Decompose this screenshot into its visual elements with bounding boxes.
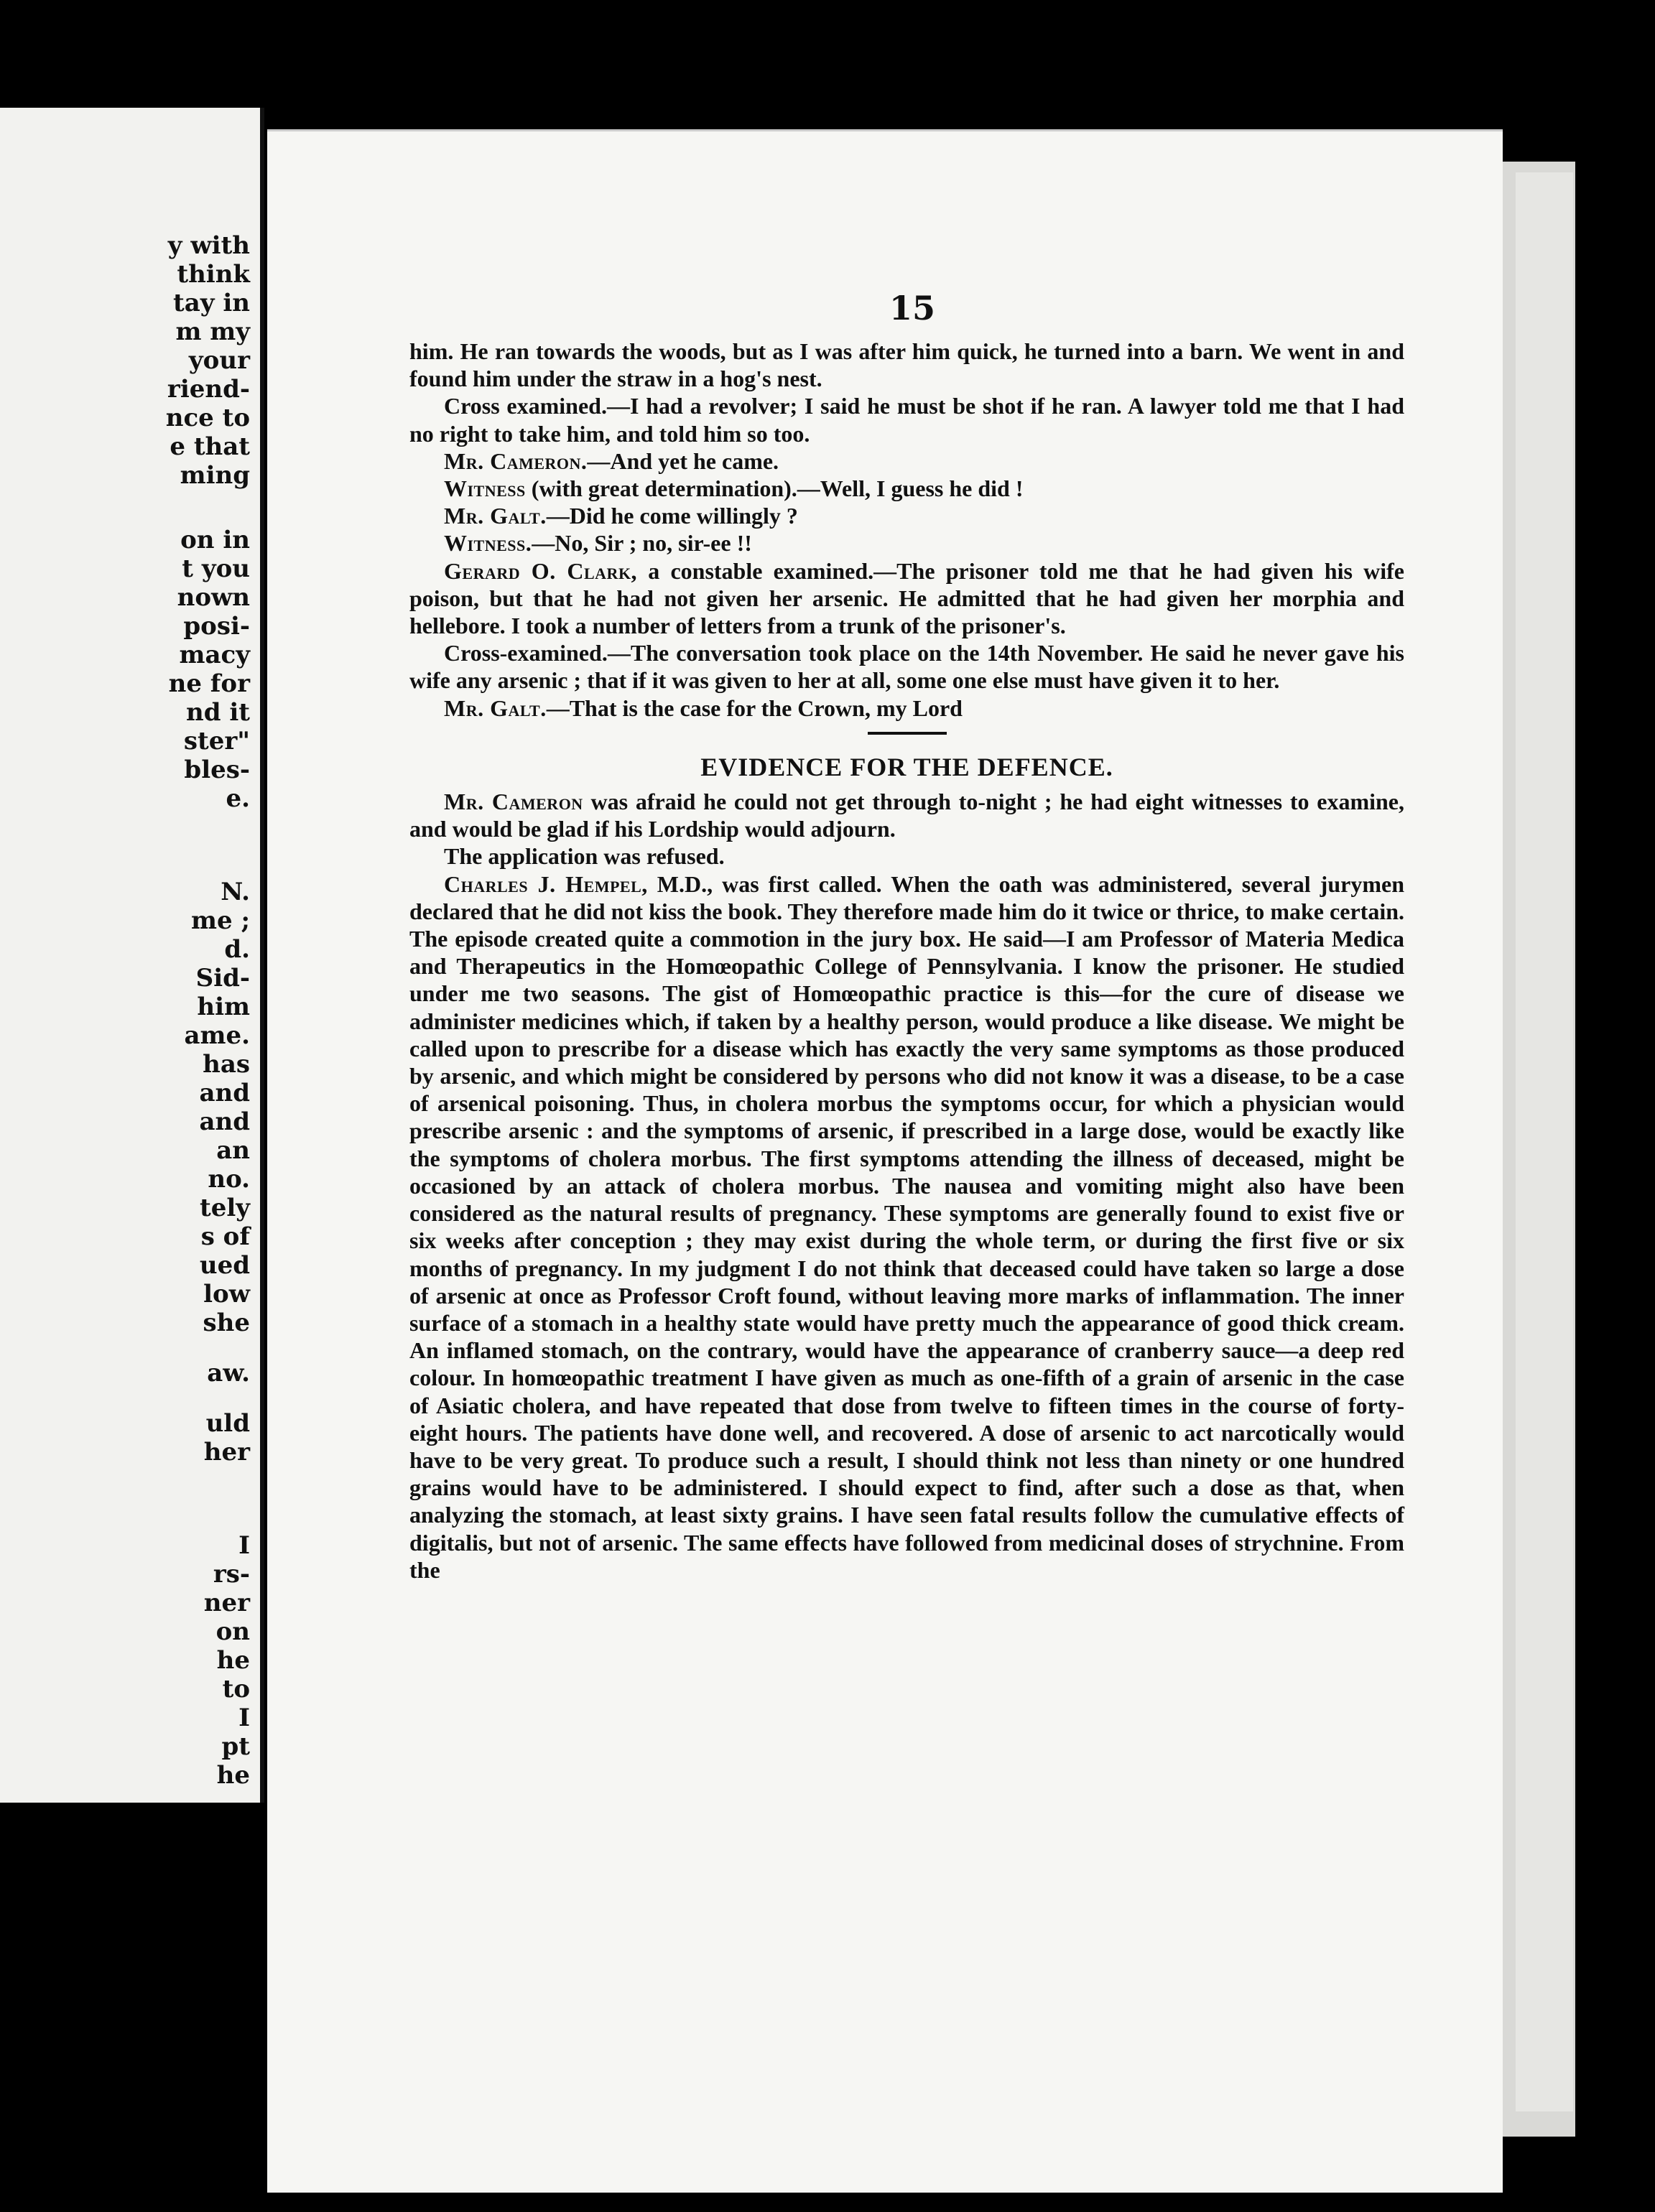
speaker-name: Mr. Galt. [444,503,547,529]
paragraph [409,694,1404,722]
facing-page-text: she [203,1309,250,1337]
facing-page-text: he [216,1761,250,1790]
facing-page-text: an [216,1136,250,1165]
paragraph [409,557,1404,640]
paragraph [409,639,1404,694]
facing-page-text: to [222,1675,250,1704]
facing-page-text: your [188,346,250,375]
facing-page-text: no. [208,1165,250,1194]
facing-page-text: and [199,1079,250,1107]
paragraph-text: —No, Sir ; no, sir-ee !! [532,530,752,557]
facing-page-text: t you [182,554,250,583]
paragraph [409,338,1404,392]
facing-page-text: rs- [213,1560,250,1589]
section-divider [868,732,947,735]
facing-page-text: d. [224,935,250,964]
facing-page-text: tay in [173,289,250,317]
facing-page-text: ster" [183,727,250,756]
facing-page-text: nown [177,583,250,612]
body-text [409,338,1404,1584]
facing-page-text: m my [175,317,250,346]
facing-page-text: ne for [168,669,250,698]
paragraph-text: —And yet he came. [587,447,779,474]
speaker-name: Witness [444,475,526,502]
facing-page-text: N. [221,878,250,906]
facing-page-text: Sid- [195,964,250,993]
paragraph-text: him. He ran towards the woods, but as I was after him quick, he turned into a barn. We went in and found him under the straw in a hog's nest. [409,338,1404,392]
facing-page-text: on in [180,526,250,554]
facing-page-text: aw. [207,1359,250,1388]
facing-page-text: pt [221,1732,250,1761]
facing-page-text: I [238,1704,250,1732]
paragraph-text: The application was refused. [444,843,725,870]
facing-page-text: s of [200,1222,250,1251]
facing-page-text: e that [170,432,250,461]
facing-page-text: I [238,1531,250,1560]
facing-page-fragment [0,108,264,1803]
facing-page-text: uld [205,1409,250,1438]
facing-page-text: and [199,1107,250,1136]
paragraph-text: Cross-examined.—The conversation took place on the 14th November. He said he never gave his wife any arsenic ; that if it was given to her at all, some one else must have given it to her. [409,640,1404,694]
paragraph [409,870,1404,1584]
page-number: 15 [889,289,936,327]
facing-page-text: me ; [191,906,250,935]
facing-page-text: y with [167,231,250,260]
speaker-name: Charles J. Hempel, [444,870,648,897]
facing-page-text: macy [179,641,250,669]
paragraph-text: —Did he come willingly ? [546,503,798,529]
paragraph [409,392,1404,447]
paragraph-text: Cross examined.—I had a revolver; I said he must be shot if he ran. A lawyer told me that I had no right to take him, and told him so too. [409,393,1404,447]
facing-page-text: ued [199,1251,250,1280]
paragraph [409,529,1404,557]
speaker-name: Gerard O. Clark, [444,557,638,584]
facing-page-text: tely [199,1194,250,1222]
speaker-name: Witness. [444,530,532,557]
facing-page-text: on [215,1617,250,1646]
facing-page-text: him [197,993,250,1021]
facing-page-text: ame. [184,1021,250,1050]
facing-page-text: ner [203,1589,250,1617]
speaker-name: Mr. Cameron [444,789,583,815]
facing-page-text: her [203,1438,250,1467]
paragraph-text: a constable examined.—The prisoner told me that he had given his wife poison, but that he had not given her arsenic. He admitted that he had given her morphia and hellebore. I took a number of letters from a trunk of the prisoner's. [409,557,1404,639]
paragraph-text: —That is the case for the Crown, my Lord [546,694,963,721]
paragraph [409,842,1404,870]
speaker-name: Mr. Galt. [444,694,547,721]
facing-page-text: bles- [184,756,250,784]
facing-page-text: e. [226,784,250,813]
facing-page-text: nd it [186,698,250,727]
paragraph [409,475,1404,502]
speaker-name: Mr. Cameron. [444,447,588,474]
page-stack-edge [1516,172,1573,2111]
paragraph-text: (with great determination).—Well, I guess he did ! [525,475,1024,502]
paragraph [409,502,1404,529]
paragraph [409,447,1404,475]
facing-page-text: nce to [165,404,250,432]
paragraph-text: M.D., was first called. When the oath was administered, several jurymen declared that he did not kiss the book. They therefore made him do it twice or thrice, to make certain. The episode created quite a commotion in the jury box. He said—I am Professor of Materia Medica and Therapeutics in the Homœopathic College of Pennsylvania. I know the prisoner. He studied under me two seasons. The gist of Homœopathic practice is this—for the cure of disease we administer medicines which, if taken by a healthy person, would produce a like disease. We might be called upon to prescribe for a disease which has exactly the very same symptoms as those produced by arsenic, and which might be considered by persons who did not know it was a disease, to be a case of arsenical poisoning. Thus, in cholera morbus the symptoms occur, for which a physician would prescribe arsenic : and the symptoms of arsenic, if prescribed in a large dose, would be exactly like the symptoms of cholera morbus. The first symptoms attending the illness of deceased, might be occasioned by an attack of cholera morbus. The nausea and vomiting might also have been considered as the natural results of pregnancy. These symptoms are generally found to exist five or six weeks after conception ; they may exist during the whole term, or during the first five or six months of pregnancy. In my judgment I do not think that deceased could have taken so large a dose of arsenic at once as Professor Croft found, without leaving more marks of inflammation. The inner surface of a stomach in a healthy state would have pretty much the appearance of good thick cream. An inflamed stomach, on the contrary, would have the appearance of cranberry sauce—a deep red colour. In homœopathic treatment I have given as much as one-fifth of a grain of arsenic in the case of Asiatic cholera, and have repeated that dose from twelve to fifteen times in the course of forty-eight hours. The patients have done well, and recovered. A dose of arsenic to act narcotically would have to be very great. To produce such a result, I should think not less than ninety or one hundred grains would have to be administered. I should expect to find, after such a dose as that, when analyzing the stomach, at least sixty grains. I have seen fatal results follow the cumulative effects of digitalis, but not of arsenic. The same effects have followed from medicinal doses of strychnine. From the [409,870,1404,1583]
facing-page-text: riend- [167,375,250,404]
facing-page-text: think [177,260,250,289]
facing-page-text: ming [180,461,250,490]
facing-page-text: he [216,1646,250,1675]
paragraph-text: was afraid he could not get through to-night ; he had eight witnesses to examine, and would be glad if his Lordship would adjourn. [409,789,1405,842]
facing-page-text: posi- [183,612,250,641]
paragraph [409,788,1404,842]
facing-page-text: has [203,1050,250,1079]
section-heading: EVIDENCE FOR THE DEFENCE. [700,752,1113,781]
facing-page-text: low [203,1280,250,1309]
